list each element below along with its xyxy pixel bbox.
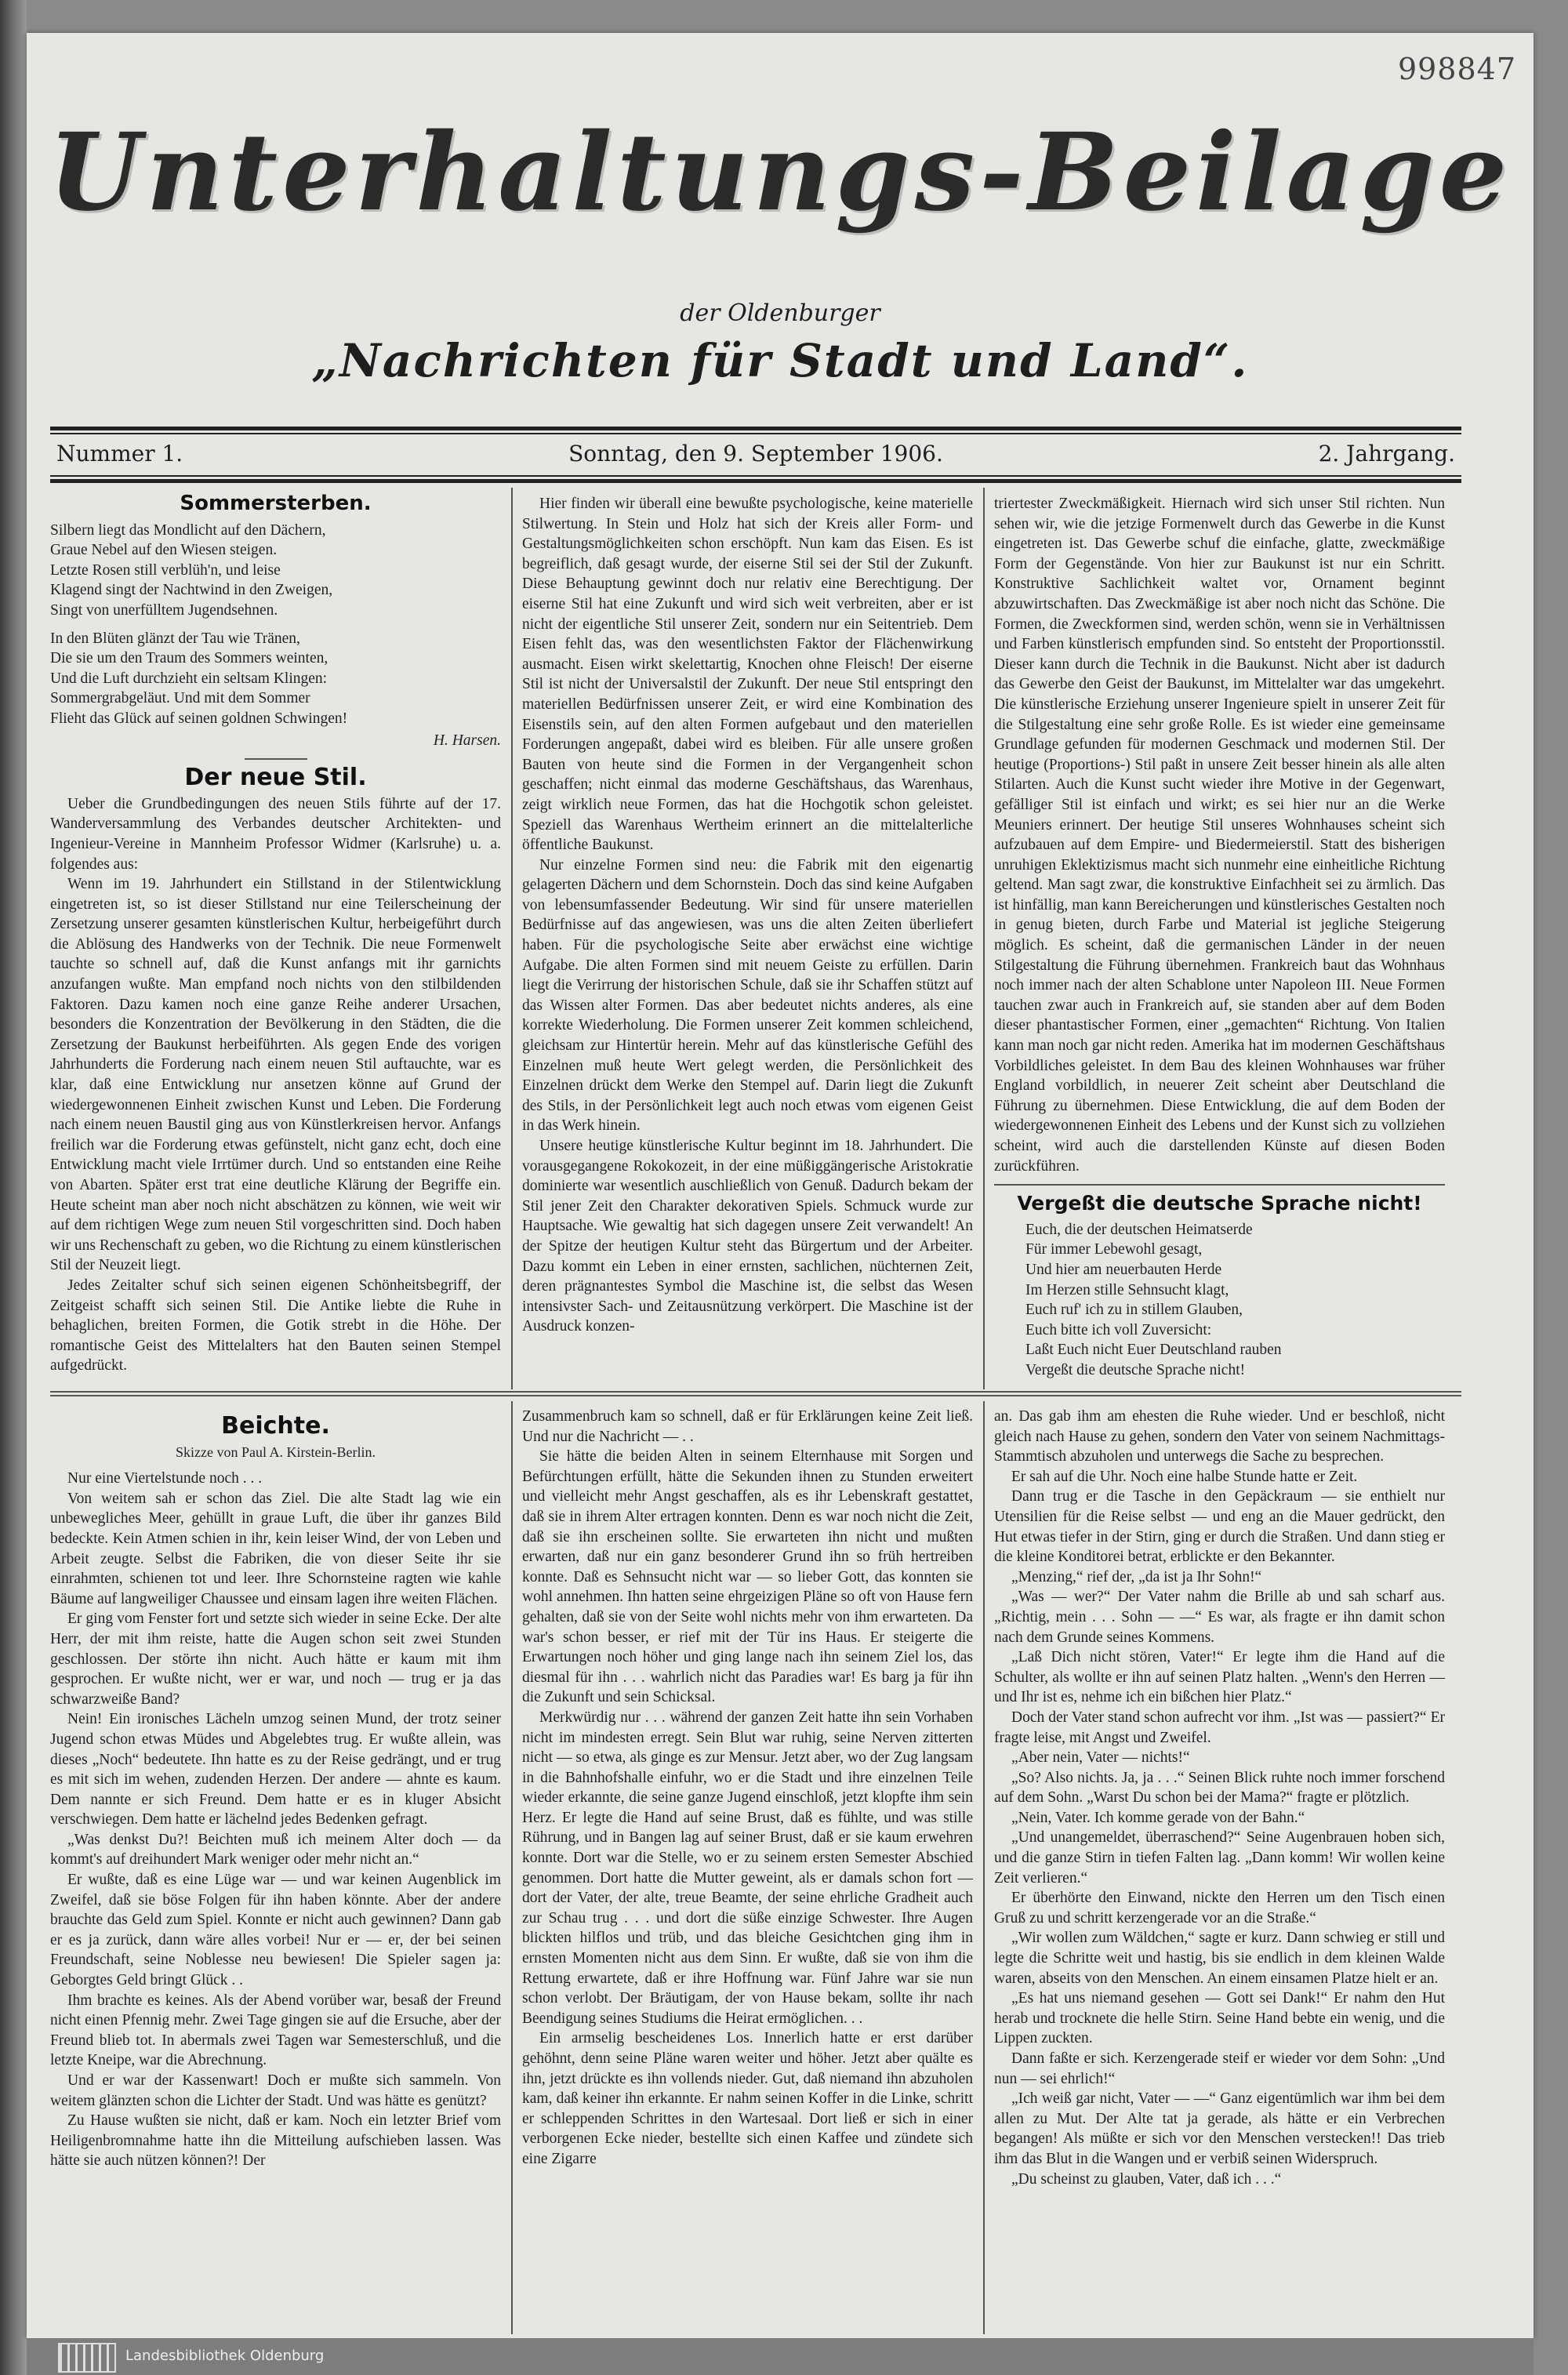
column-1-upper xyxy=(50,494,501,1376)
paragraph: Jedes Zeitalter schuf sich seinen eigenen Schönheitsbegriff, der Zeitgeist schafft sich seinen Stil. Die Antike liebte die Ruhe in behaglichen, breiten Formen, die Gotik strebt in die Höhe. Der romantische Geist des Mittelalters hat den Bauten seinen Stempel aufgedrückt. xyxy=(50,1276,501,1375)
dateline-rule-thick xyxy=(50,479,1461,483)
column-divider xyxy=(511,488,513,1389)
paragraph: Unsere heutige künstlerische Kultur beginnt im 18. Jahrhundert. Die vorausgegangene Rokokozeit, in der eine müßiggängerische Aristokratie dominierte war wesentlich auschließlich von Genuß. Dadurch bekam der Stil jener Zeit den Charakter dekorativen Spiels. Schmuck wurde zur Hauptsache. Wie gewaltig hat sich dagegen unsere Zeit verwandelt! An der Spitze der heutigen Kultur steht das Bürgertum und der Arbeiter. Dazu kommt ein Leben in einer ernsten, sachlichen, nüchternen Zeit, deren prägnantestes Symbol die Maschine ist, die selbst das Wesen intensivster Sach- und Zeitausnützung verkörpert. Die Maschine ist der Ausdruck konzen- xyxy=(522,1138,973,1335)
column-divider xyxy=(983,488,985,1389)
paragraph: „Menzing,“ rief der, „da ist ja Ihr Sohn!“ xyxy=(1011,1568,1262,1585)
paragraph: Doch der Vater stand schon aufrecht vor ihm. „Ist was — passiert?“ Er fragte leise, mit Angst und Zweifel. xyxy=(994,1709,1445,1746)
issue-number: Nummer 1. xyxy=(56,441,183,467)
paragraph: „Nein, Vater. Ich komme gerade von der Bahn.“ xyxy=(1011,1809,1305,1826)
paragraph: Dann trug er die Tasche in den Gepäckraum — sie enthielt nur Utensilien für die Reise selbst — und eng an die Mauer gedrückt, den Hut etwas tiefer in der Stirn, ging er durch die Straßen. Und dann stieg er die kleine Konditorei betrat, erblickte er den Bekannter. xyxy=(994,1488,1445,1566)
story-byline: Skizze von Paul A. Kirstein-Berlin. xyxy=(176,1444,376,1460)
top-rule xyxy=(50,427,1461,430)
page-number: 998847 xyxy=(1397,52,1516,86)
masthead-title: Unterhaltungs-Beilage xyxy=(48,110,1512,235)
paragraph: Sie hätte die beiden Alten in seinem Elternhause mit Sorgen und Befürchtungen erfüllt, hätte die Sekunden ihnen zu Stunden erweitert und vielleicht mehr Angst geschaffen, als es ihr Lebenskraft gestattet, daß sie in ihrem Alter ertragen konnten. Denn es war noch nicht die Zeit, daß sie ihn erscheinen sollte. Sie erwarteten ihn nicht und mußten erwarten, daß nur ein ganz besonderer Grund ihn so früh hertreiben konnte. Daß es Sehnsucht nicht war — so lieber Gott, das konnten sie wohl annehmen. Ihn hatten seine ehrgeizigen Pläne so oft von Hause fern gehalten, daß sie von der Seite wohl nichts mehr von ihm erwarteten. Da war's schon besser, er rief mit der Tür ins Haus. Er steigerte die Erwartungen noch höher und ging lange nach ihn seinem Ziel los, das diesmal für ihn . . . wahrlich nicht das Paradies war! Es barg ja für ihn die Zukunft und sein Schicksal. xyxy=(522,1448,973,1706)
column-3-upper xyxy=(994,494,1445,1381)
newspaper-name: „Nachrichten für Stadt und Land“. xyxy=(311,334,1249,387)
volume: 2. Jahrgang. xyxy=(1318,441,1455,467)
paragraph: Ueber die Grundbedingungen des neuen Stils führte auf der 17. Wanderversammlung des Verbandes deutscher Architekten- und Ingenieur-Vereine in Mannheim Professor Widmer (Karlsruhe) u. a. folgendes aus: xyxy=(50,795,501,873)
top-rule-thin xyxy=(50,433,1461,434)
masthead-subline: der Oldenburger xyxy=(680,300,880,327)
paragraph: Er sah auf die Uhr. Noch eine halbe Stunde hatte er Zeit. xyxy=(1011,1468,1358,1485)
paragraph: Er ging vom Fenster fort und setzte sich wieder in seine Ecke. Der alte Herr, der mit ihm reiste, hatte die Augen schon seit zwei Stunden geschlossen. Der störte ihn nicht. Auch hätte er kaum mit ihm gesprochen. Er wußte nicht, wer er war, und noch — trug er ja das schwarzweiße Band? xyxy=(50,1611,501,1708)
newspaper-page xyxy=(27,33,1534,2338)
column-divider xyxy=(511,1401,513,2334)
story-title: Beichte. xyxy=(221,1412,330,1440)
paragraph: Er wußte, daß es eine Lüge war — und war keinen Augenblick im Zweifel, daß sie böse Folgen für ihn haben könnte. Aber der andere brauchte das Geld zum Spiel. Konnte er nicht auch gewinnen? Dann gab er es ja zurück, dann wäre alles vorbei! Nur er — er, der bei seinen Freundschaft, seine Noblesse neu bewiesen! Die Spieler sagen ja: Geborgtes Geld bringt Glück . . xyxy=(50,1872,501,1989)
poem-title: Sommersterben. xyxy=(180,492,372,515)
paragraph: „Ich weiß gar nicht, Vater — —“ Ganz eigentümlich war ihm bei dem allen zu Mut. Der Alte tat ja gerade, als hätte er ein Verbrechen begangen! Als müßte er sich vor den Menschen verstecken!! Das trieb ihm das Blut in die Wangen und er verbiß seinen Widerspruch. xyxy=(994,2090,1445,2167)
story-column-2 xyxy=(522,1407,973,2170)
poem-author: H. Harsen. xyxy=(433,732,501,749)
paragraph: Nur eine Viertelstunde noch . . . xyxy=(67,1470,263,1487)
paragraph: Zusammenbruch kam so schnell, daß er für Erklärungen keine Zeit ließ. Und nur die Nachricht — . . xyxy=(522,1408,973,1445)
masthead xyxy=(27,110,1534,235)
paragraph: triertester Zweckmäßigkeit. Hiernach wird sich unser Stil richten. Nun sehen wir, wie die jetzige Formenwelt durch das Gewerbe in die Kunst eingetreten ist. Das Gewerbe schuf die einfache, glatte, zweckmäßige Form der Gegenstände. Von hier zur Baukunst ist nur ein Schritt. Konstruktive Sachlichkeit waltet vor, Ornament beginnt abzuwirtschaften. Das Zweckmäßige ist aber noch nicht das Schöne. Die Formen, die Zweckformen sind, werden schön, wenn sie in Verhältnissen und Farben künstlerisch empfunden sind. So entsteht der Proportionsstil. Dieser kann durch die Technik in die Baukunst. Nicht aber ist dadurch das Gewerbe den Geist der Baukunst, im Mittelalter war das umgekehrt. Die künstlerische Erziehung unserer Ingenieure spielt in unserer Zeit für die Stilgestaltung eine sehr große Rolle. Es ist wieder eine gemeinsame Grundlage gefunden für modernen Geschmack und modernen Stil. Der heutige (Proportions-) Stil paßt in unsere Zeit besser hinein als alle alten Stilarten. Auch die Kunst sucht wieder ihre Motive in der Gegenwart, gefälliger Stil ist einfach und wirkt; es sei hier nur an die Werke Meuniers erinnert. Der heutige Stil unseres Wohnhauses scheint sich aufzubauen auf dem Empire- und Biedermeierstil. Statt des bisherigen unruhigen Eklektizismus macht sich nunmehr eine einheitliche Richtung geltend. Man sagt zwar, die konstruktive Einfachheit sei zu ärmlich. Das ist hinfällig, man kann Bereicherungen und künstlerisches Gestalten noch in genug bieten, durch Farbe und Material ist jegliche Steigerung möglich. Es scheint, daß die germanischen Länder in der neuen Stilgestaltung die Führung übernehmen. Frankreich baut das Wohnhaus noch immer nach der alten Schablone unter Napoleon III. Neue Formen tauchen zwar auch in Frankreich auf, sie standen aber auf dem Boden dieser phantastischer Formen, einer „gemachten“ Richtung. Von Italien kann man noch gar nicht reden. Amerika hat im modernen Geschäftshaus Vorbildliches geleistet. In dem Bau des kleinen Wohnhauses war früher England vorbildlich, in neuerer Zeit scheint aber Deutschland die Führung zu übernehmen. Diese Entwicklung, die auf dem Boden der wiedergewonnenen Einheit des Lebens und der Kunst sich zu vollziehen scheint, wird auch die darstellenden Künste auf diesen Boden zurückführen. xyxy=(994,496,1445,1175)
story-column-3 xyxy=(994,1407,1445,2189)
paragraph: Nur einzelne Formen sind neu: die Fabrik mit den eigenartig gelagerten Dächern und dem Schornstein. Doch das sind keine Aufgaben von lebensumfassender Bedeutung. Wir sind für unsere materiellen Bedürfnisse auf das angewiesen, was uns die alten Zeiten überliefert haben. Für die psychologische Seite aber erwächst eine wichtige Aufgabe. Die alten Formen sind mit neuem Geiste zu erfüllen. Darin liegt die Verirrung der historischen Schule, daß sie ihr Schaffen stützt auf das Wissen alter Formen. Das aber bedeutet nichts anderes, als eine korrekte Wiederholung. Die Formen unserer Zeit kommen schleichend, gleichsam zur Hintertür herein. Mehr auf das künstlerische Gefühl des Einzelnen muß heute Wert gelegt werden, die Persönlichkeit des Einzelnen drückt dem Werke den Stempel auf. Darin liegt die Zukunft des Stils, in der Persönlichkeit legt auch noch etwas vom eigenen Geist in das Werk hinein. xyxy=(522,856,973,1135)
paragraph: Dann faßte er sich. Kerzengerade steif er wieder vor dem Sohn: „Und nun — sei ehrlich!“ xyxy=(994,2050,1445,2087)
footer-bar xyxy=(27,2338,1534,2375)
paragraph: „Wir wollen zum Wäldchen,“ sagte er kurz. Dann schwieg er still und legte die Schritte weit und hastig, bis sie endlich in dem kleinen Walde waren, abseits von den Menschen. An einem einsamen Platze hielt er an. xyxy=(994,1930,1445,1987)
poem-stanza: Silbern liegt das Mondlicht auf den Dächern, Graue Nebel auf den Wiesen steigen. Letzte Rosen still verblüh'n, und leise Klagend singt der Nachtwind in den Zweigen, Singt von unerfülltem Jugendsehnen. xyxy=(50,521,333,619)
paragraph: Von weitem sah er schon das Ziel. Die alte Stadt lag wie ein unbewegliches Meer, gehüllt in graue Luft, die über ihr ganzes Bild bedeckte. Kein Atmen schien in ihr, kein leiser Wind, der von Leben und Arbeit zeugte. Selbst die Fabriken, die von dieser Seite ihr sie einrahmten, schienen tot und leer. Ihre Schornsteine ragten wie kahle Bäume auf langweiliger Chaussee und einsam lagen ihre weiten Flächen. xyxy=(50,1490,501,1607)
paragraph: „Was — wer?“ Der Vater nahm die Brille ab und sah scharf aus. „Richtig, mein . . . Sohn — —“ Es war, als fragte er ihn damit schon nach dem Grunde seines Kommens. xyxy=(994,1589,1445,1646)
paragraph: „Es hat uns niemand gesehen — Gott sei Dank!“ Er nahm den Hut herab und trocknete die helle Stirn. Seine Hand bebte ein wenig, und die Lippen zuckten. xyxy=(994,1990,1445,2047)
poem-title: Vergeßt die deutsche Sprache nicht! xyxy=(1017,1192,1422,1215)
paragraph: „Und unangemeldet, überraschend?“ Seine Augenbrauen hoben sich, und die ganze Stirn in tiefen Falten lag. „Dann komm! Wir wollen keine Zeit verlieren.“ xyxy=(994,1829,1445,1887)
paragraph: Hier finden wir überall eine bewußte psychologische, keine materielle Stilwertung. In Stein und Holz hat sich der Kreis aller Form- und Gestaltungsmöglichkeiten schon erschöpft. Nun kam das Eisen. Es ist begreiflich, daß gesagt wurde, der eiserne Stil sei der Stil der Zukunft. Diese Behauptung gewinnt doch nur relativ eine Berechtigung. Der eiserne Stil hat eine Zukunft und wird sich weit verbreiten, aber er ist nicht der eigentliche Stil unserer Zeit, sondern nur ein Seitentrieb. Dem Eisen fehlt das, was den wesentlichsten Faktor der Flächenwirkung ausmacht. Eisen wirkt skelettartig, Knochen ohne Fleisch! Der eiserne Stil ist nicht der Universalstil der Zukunft. Der neue Stil entspringt den materiellen Bedürfnissen unserer Zeit, er wird eine Kombination des Eisenstils sein, auf den alten Formen aufgebaut und den materiellen Forderungen angepaßt, dabei wird es bleiben. Für alle unsere großen Bauten von heute sind die Formen in der Vergangenheit schon geschaffen; nicht einmal das moderne Geschäftshaus, das Warenhaus, zeigt wirklich neue Formen, das hat die Hochgotik schon geleistet. Speziell das Warenhaus Wertheim erinnert an die mittelalterliche öffentliche Baukunst. xyxy=(522,496,973,854)
library-logo-icon xyxy=(58,2343,116,2373)
paragraph: Und er war der Kassenwart! Doch er mußte sich sammeln. Von weitem glänzten schon die Lichter der Stadt. Und was hätte es genützt? xyxy=(50,2072,501,2109)
section-rule xyxy=(50,1391,1461,1393)
paragraph: Er überhörte den Einwand, nickte den Herren um den Tisch einen Gruß zu und schritt kerzengerade vor an die Straße.“ xyxy=(994,1890,1445,1927)
paragraph: Wenn im 19. Jahrhundert ein Stillstand in der Stilentwicklung eingetreten ist, so ist dieser Stillstand nur eine Teilerscheinung der Zersetzung unserer gesamten künstlerischen Kultur, herbeigeführt durch die Ablösung des Handwerks von der Technik. Die neue Formenwelt tauchte so schnell auf, daß die Kunst anfangs mit ihr garnichts anzufangen wußte. Man empfand noch nichts von den stilbildenden Faktoren. Dazu kamen noch eine ganze Reihe anderer Ursachen, besonders die Konzentration der Bevölkerung in den Städten, die die Zersetzung der Baukunst herbeiführten. Als gegen Ende des vorigen Jahrhunderts die Forderung nach einem neuen Stil auftauchte, war es klar, daß eine Entwicklung nur ansetzen könne auf Grund der wiedergewonnenen Einheit zwischen Kunst und Leben. Die Forderung nach einem neuen Baustil ging aus von Künstlerkreisen hervor. Anfangs freilich war die Forderung etwas gefünstelt, nicht ganz echt, doch eine Entwicklung macht viele Irrtümer durch. Und so entstanden eine Reihe von Abarten. Später erst trat eine deutliche Klärung der Begriffe ein. Heute scheint man aber noch nicht abschätzen zu können, wie weit wir auf dem richtigen Wege zum neuen Stil vorgeschritten sind. Doch haben wir uns Rechenschaft zu geben, wo die Richtung zu einem künstlerischen Stil der Neuzeit liegt. xyxy=(50,876,501,1274)
book-binding-edge xyxy=(0,0,27,2375)
column-2-upper xyxy=(522,494,973,1337)
paragraph: „Aber nein, Vater — nichts!“ xyxy=(1011,1749,1190,1767)
section-rule xyxy=(50,1395,1461,1396)
paragraph: „Was denkst Du?! Beichten muß ich meinem Alter doch — da kommt's auf dreihundert Mark weniger oder mehr nicht an.“ xyxy=(50,1831,501,1868)
dateline xyxy=(50,441,1461,472)
paragraph: „So? Also nichts. Ja, ja . . .“ Seinen Blick ruhte noch immer forschend auf dem Sohn. „Warst Du schon bei der Mama?“ fragte er plötzlich. xyxy=(994,1769,1445,1807)
paragraph: Ein armselig bescheidenes Los. Innerlich hatte er erst darüber gehöhnt, denn seine Pläne waren weiter und höher. Jetzt aber quälte es ihn, jetzt drückte es ihn vollends nieder. Gut, daß niemand ihn abzuholen kam, daß keiner ihn erkannte. Er nahm seinen Koffer in die Linke, schritt er schleppenden Schrittes in den Wartesaal. Dort ließ er sich in einer verborgenen Ecke nieder, bestellte sich einen Kaffee und zündete sich eine Zigarre xyxy=(522,2030,973,2167)
separator xyxy=(245,758,307,760)
issue-date: Sonntag, den 9. September 1906. xyxy=(568,441,943,467)
story-column-1 xyxy=(50,1407,501,2171)
paragraph: „Du scheinst zu glauben, Vater, daß ich . . .“ xyxy=(1011,2170,1282,2188)
paragraph: Ihm brachte es keines. Als der Abend vorüber war, besaß der Freund nicht einen Pfennig mehr. Zwei Tage gingen sie auf die Ersuche, aber der Freund blieb tot. In abermals zwei Tagen war Semesterschluß, und die letzte Kneipe, war die Abrechnung. xyxy=(50,1992,501,2069)
article-title: Der neue Stil. xyxy=(184,764,367,792)
poem-text: Euch, die der deutschen Heimatserde Für immer Lebewohl gesagt, Und hier am neuerbauten Herde Im Herzen stille Sehnsucht klagt, Euch ruf' ich zu in stillem Glauben, Euch bitte ich voll Zuversicht: Laßt Euch nicht Euer Deutschland rauben Vergeßt die deutsche Sprache nicht! xyxy=(1025,1221,1282,1378)
paragraph: an. Das gab ihm am ehesten die Ruhe wieder. Und er beschloß, nicht gleich nach Hause zu gehen, sondern den Vater von seinem Nachmittags-Stammtisch abzuholen und unterwegs die Sache zu besprechen. xyxy=(994,1408,1445,1465)
separator xyxy=(994,1184,1445,1186)
paragraph: Merkwürdig nur . . . während der ganzen Zeit hatte ihn sein Vorhaben nicht im mindesten erregt. Sein Blut war ruhig, seine Nerven zitterten nicht — so etwa, als ginge es zur Mensur. Jetzt aber, wo der Zug langsam in die Bahnhofshalle einfuhr, wo er die Stadt und ihre einzelnen Teile wieder erkannte, die seine ganze Jugend einschloß, jetzt klopfte ihm sein Herz. Er legte die Hand auf seine Brust, daß es fühlte, und was stille Rührung, und in Bangen lag auf seiner Brust, daß er sie kaum erwehren konnte. Dort war die Stelle, wo er zu seinem ersten Semester Abschied genommen. Dort hatte die Mutter geweint, als er damals schon fort — dort der Vater, der alte, treue Beamte, der seine ehrliche Gradheit auch zur Schau trug . . . und dort die süße einzige Schwester. Ihre Augen blickten hilflos und trüb, und das bleiche Gesichtchen ging ihm in ernsten Momenten nicht aus dem Sinn. Er wußte, daß sie von ihm die Rettung erwartete, daß er ihre Hoffnung war. Fünf Jahre war sie nun schon verlobt. Der Bräutigam, der von Hause bekam, sollte ihr nach Beendigung seines Studiums die Heirat ermöglichen. . . xyxy=(522,1709,973,2027)
paragraph: Zu Hause wußten sie nicht, daß er kam. Noch ein letzter Brief vom Heiligenbromnahme hatte ihn die Mitteilung aufschieben lassen. Was hätte sie auch nützen können?! Der xyxy=(50,2112,501,2170)
column-divider xyxy=(983,1401,985,2334)
library-name: Landesbibliothek Oldenburg xyxy=(125,2348,325,2364)
poem-stanza: In den Blüten glänzt der Tau wie Tränen, Die sie um den Traum des Sommers weinten, Und die Luft durchzieht ein seltsam Klingen: Sommergrabgeläut. Und mit dem Sommer Flieht das Glück auf seinen goldnen Schwingen! xyxy=(50,630,348,727)
paragraph: Nein! Ein ironisches Lächeln umzog seinen Mund, der trotz seiner Jugend schon etwas Müdes und Abgelebtes trug. Er wußte allein, was dieses „Noch“ bedeutete. Ihn hatte es zu der Reise gedrängt, und er trug es mit sich im wehen, zudenden Herzen. Der andere — ahnte es kaum. Dem nannte er sich Freund. Dem hatte er es in kluger Absicht verschwiegen. Dem hatte er lächelnd jedes Bedenken gefragt. xyxy=(50,1711,501,1828)
paragraph: „Laß Dich nicht stören, Vater!“ Er legte ihm die Hand auf die Schulter, als wollte er ihn auf seinen Platz halten. „Wenn's den Herren — und Ihr ist es, nehme ich ein bißchen hier Platz.“ xyxy=(994,1649,1445,1706)
dateline-rule xyxy=(50,475,1461,477)
